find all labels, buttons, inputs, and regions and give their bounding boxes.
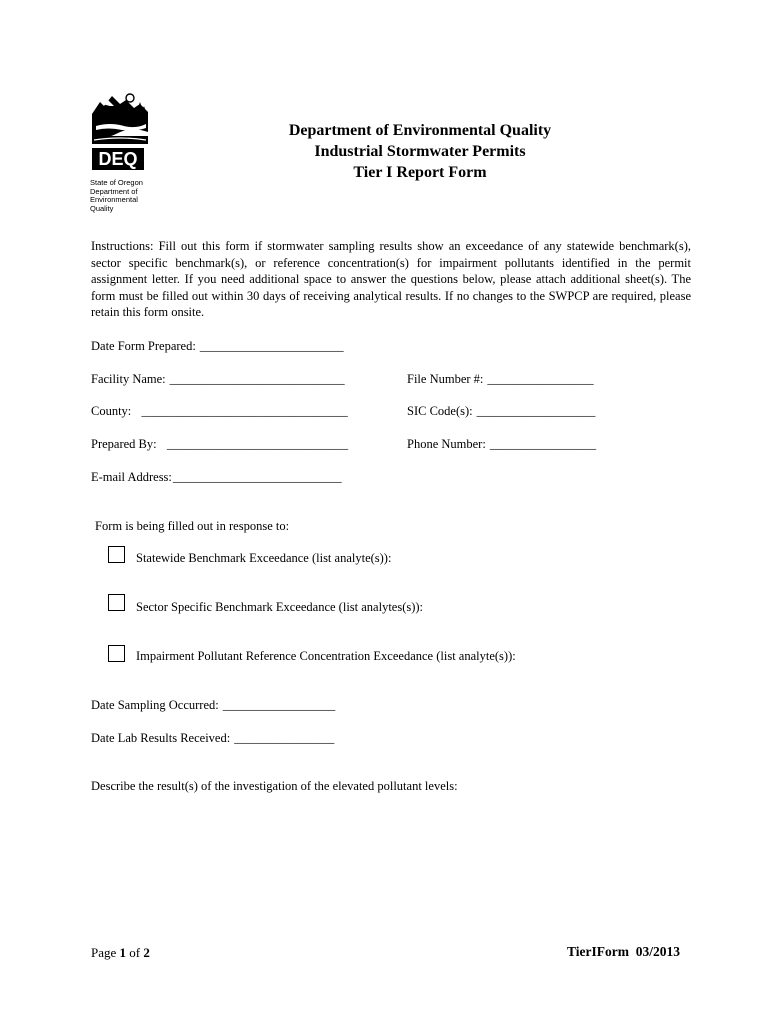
header-agency: Department of Environmental Quality (288, 122, 552, 139)
statewide-benchmark-label: Statewide Benchmark Exceedance (list analyte(s)): (136, 551, 392, 565)
file-number-blank[interactable]: _________________ (487, 372, 594, 386)
prepared-by-blank[interactable]: _____________________________ (160, 437, 349, 451)
response-intro: Form is being filled out in response to: (95, 519, 290, 533)
logo-caption-line: Quality (90, 203, 114, 213)
impairment-pollutant-label: Impairment Pollutant Reference Concentration Exceedance (list analyte(s)): (136, 649, 516, 663)
logo-caption-line: Environmental (90, 195, 138, 204)
impairment-pollutant-checkbox[interactable] (108, 645, 125, 662)
county-blank[interactable]: _________________________________ (135, 404, 348, 418)
county-field[interactable] (91, 403, 348, 419)
date-lab-results-field[interactable] (91, 730, 334, 746)
page-of: of (126, 945, 144, 960)
sic-codes-blank[interactable]: ___________________ (476, 404, 596, 418)
county-label: County: (91, 404, 132, 418)
date-sampling-blank[interactable]: __________________ (222, 698, 336, 712)
logo-caption-line: State of Oregon (90, 178, 143, 187)
prepared-by-label: Prepared By: (91, 437, 157, 451)
form-id: TierIForm 03/2013 (567, 944, 680, 959)
instructions-text: Instructions: Fill out this form if stormwater sampling results show an exceedance of any statewide benchmark(s), sector specific benchmark(s), or reference concentration(s) for impairment pollutants identified in the permit assignment letter. If you need additional space to answer the questions below, please attach additional sheet(s). The form must be filled out within 30 days of receiving analytical results. If no changes to the SWPCP are required, please retain this form onsite. (91, 239, 691, 319)
sic-codes-label: SIC Code(s): (407, 404, 473, 418)
file-number-label: File Number #: (407, 372, 484, 386)
page-total: 2 (143, 945, 150, 960)
date-prepared-label: Date Form Prepared: (91, 339, 196, 353)
email-label: E-mail Address: (91, 470, 172, 484)
logo-caption-line: Department of (90, 186, 138, 196)
deq-logo-text: DEQ (98, 149, 138, 169)
facility-name-label: Facility Name: (91, 372, 166, 386)
phone-number-field[interactable] (407, 436, 596, 452)
facility-name-field[interactable] (91, 371, 345, 387)
date-sampling-label: Date Sampling Occurred: (91, 698, 219, 712)
facility-name-blank[interactable]: ____________________________ (169, 372, 345, 386)
sector-benchmark-label: Sector Specific Benchmark Exceedance (list analytes(s)): (136, 600, 424, 614)
statewide-benchmark-checkbox[interactable] (108, 546, 125, 563)
page-current: 1 (119, 945, 127, 960)
date-prepared-blank[interactable]: _______________________ (199, 339, 344, 353)
date-sampling-field[interactable] (91, 697, 335, 713)
prepared-by-field[interactable] (91, 436, 348, 452)
email-field[interactable] (91, 469, 342, 485)
deq-logo-mark (90, 92, 150, 176)
phone-number-blank[interactable]: _________________ (489, 437, 597, 451)
describe-results-prompt: Describe the result(s) of the investigation of the elevated pollutant levels: (91, 779, 458, 793)
file-number-field[interactable] (407, 371, 594, 387)
sic-codes-field[interactable] (407, 403, 595, 419)
email-blank[interactable]: ___________________________ (172, 470, 342, 484)
logo-caption (90, 179, 152, 213)
page-number (91, 945, 150, 961)
page-prefix: Page (91, 945, 120, 960)
header-form-title: Tier I Report Form (353, 164, 487, 181)
phone-number-label: Phone Number: (407, 437, 486, 451)
date-prepared-field[interactable] (91, 338, 344, 354)
date-lab-results-label: Date Lab Results Received: (91, 731, 231, 745)
deq-logo (90, 92, 152, 213)
sector-benchmark-checkbox[interactable] (108, 594, 125, 611)
date-lab-results-blank[interactable]: ________________ (234, 731, 335, 745)
form-header (170, 120, 670, 183)
header-program: Industrial Stormwater Permits (314, 143, 526, 160)
